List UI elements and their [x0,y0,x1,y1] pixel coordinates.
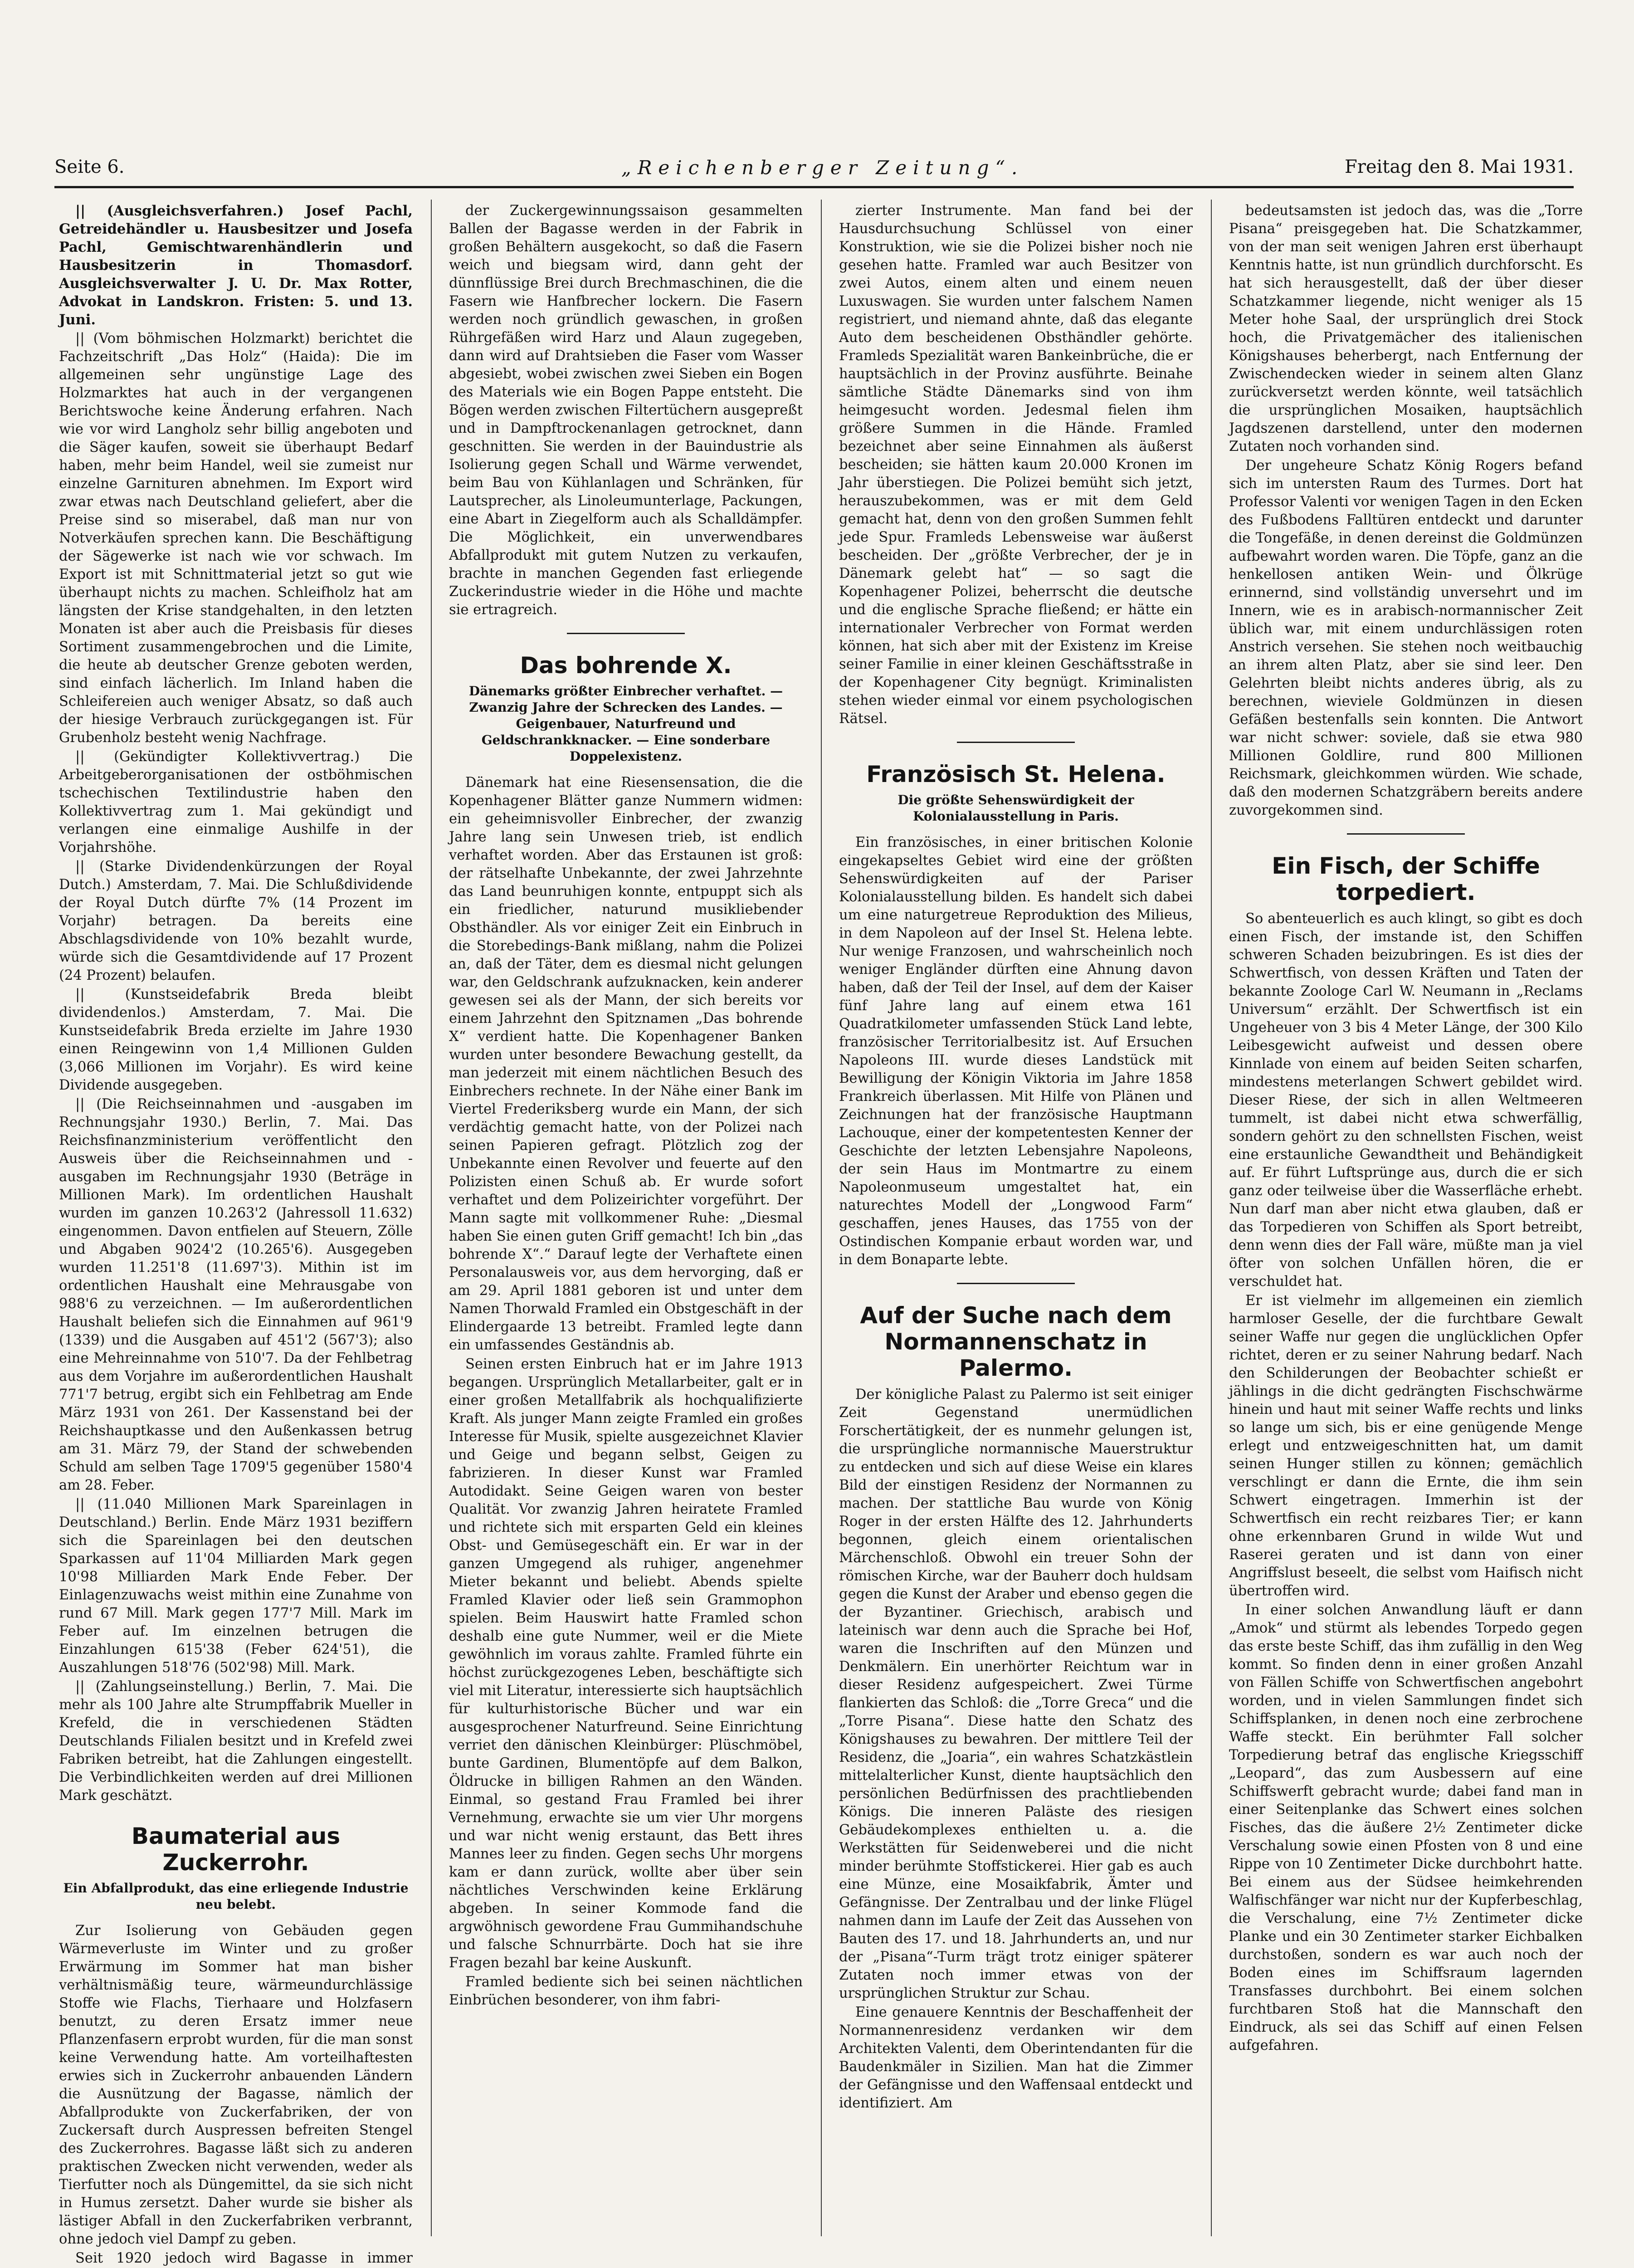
notice-ausgleich: || (Ausgleichsverfahren.) Josef Pachl, Getreidehändler u. Hausbesitzer und Josefa Pachl, Gemischtwarenhändlerin und Hausbesitzerin in Thomasdorf. Ausgleichsverwalter J. U. Dr. Max Rotter, Advokat in Landskron. Fristen: 5. und 13. Juni. [59,203,413,328]
notice-zahlungseinstellung: || (Zahlungseinstellung.) Berlin, 7. Mai. Die mehr als 100 Jahre alte Strumpffabrik Mueller in Krefeld, die in verschiedenen Städten Deutschlands Filialen besitzt und in Krefeld zwei Fabriken betreibt, hat die Zahlungen eingestellt. Die Verbindlichkeiten werden auf drei Millionen Mark geschätzt. [59,1679,413,1804]
column-divider [821,200,822,2236]
section-separator [957,742,1075,743]
notice-royal-dutch: || (Starke Dividendenkürzungen der Royal Dutch.) Amsterdam, 7. Mai. Die Schlußdividende der Royal Dutch dürfte 7% (14 Prozent im Vorjahr) betragen. Da bereits eine Abschlagsdividende von 10% bezahlt wurde, würde sich die Gesamtdividende auf 17 Prozent (24 Prozent) belaufen. [59,859,413,983]
article-paragraph: Zur Isolierung von Gebäuden gegen Wärmeverluste im Winter und zu großer Erwärmung im Sommer hat man bisher verhältnismäßig teure, wärmeundurchlässige Stoffe wie Flachs, Tierhaare und Holzfasern benutzt, zu deren Ersatz immer neue Pflanzenfasern erprobt wurden, für die man sonst keine Verwendung hatte. Am vorteilhaftesten erwies sich in Zuckerrohr anbauenden Ländern die Ausnützung der Bagasse, nämlich der Abfallprodukte von Zuckerfabriken, der von Zuckersaft durch Auspressen befreiten Stengel des Zuckerrohres. Bagasse läßt sich zu anderen praktischen Zwecken nicht verwenden, weder als Tierfutter noch als Düngemittel, da sie sich nicht in Humus zersetzt. Daher wurde sie bisher als lästiger Abfall in den Zuckerfabriken verbrannt, ohne jedoch viel Dampf zu geben. [59,1923,413,2247]
article-paragraph: Der königliche Palast zu Palermo ist seit einiger Zeit Gegenstand unermüdlichen Forschertätigkeit, der es nunmehr gelungen ist, die ursprüngliche normannische Mauerstruktur zu entdecken und sich auf diese Weise ein klares Bild der einstigen Residenz der Normannen zu machen. Der stattliche Bau wurde von König Roger in der ersten Hälfte des 12. Jahrhunderts begonnen, gleich einem orientalischen Märchenschloß. Obwohl ein treuer Sohn der römischen Kirche, war der Bauherr doch huldsam gegen die Kunst der Araber und ebenso gegen die der Byzantiner. Griechisch, arabisch und lateinisch war denn auch die Sprache bei Hof, waren die Inschriften auf den Münzen und Denkmälern. Ein unerhörter Reichtum war in dieser Residenz aufgespeichert. Zwei Türme flankierten das Schloß: die „Torre Greca“ und die „Torre Pisana“. Diese hatte den Schatz des Königshauses zu bewahren. Der mittlere Teil der Residenz, die „Joaria“, ein wahres Schatzkästlein mittelalterlicher Kunst, diente hauptsächlich den persönlichen Bedürfnissen des prachtliebenden Königs. Die inneren Paläste des riesigen Gebäudekomplexes enthielten u. a. die Werkstätten für Seidenweberei und die nicht minder berühmte Stoffstickerei. Hier gab es auch eine Münze, eine Mosaikfabrik, Ämter und Gefängnisse. Der Zentralbau und der linke Flügel nahmen dann im Laufe der Zeit das Aussehen von Bauten des 17. und 18. Jahrhunderts an, und nur der „Pisana“-Turm trägt trotz einiger späterer Zutaten noch immer etwas von der ursprünglichen Struktur zur Schau. [839,1387,1193,2001]
notice-kollektivvertrag: || (Gekündigter Kollektivvertrag.) Die Arbeitgeberorganisationen der ostböhmischen tschechischen Textilindustrie haben den Kollektivvertrag zum 1. Mai gekündigt und verlangen eine einmalige Aushilfe in der Vorjahrshöhe. [59,749,413,855]
article-headline: Das bohrende X. [520,652,732,679]
column-3 [839,202,1193,2234]
section-separator [1347,833,1465,835]
article-paragraph: Er ist vielmehr im allgemeinen ein ziemlich harmloser Geselle, der die furchtbare Gewalt seiner Waffe nur gegen die unglücklichen Opfer richtet, deren er zu seiner Nahrung bedarf. Nach den Schilderungen der Beobachter schießt er jählings in die dicht gedrängten Fischschwärme hinein und haut mit seiner Waffe rechts und links so lange um sich, bis er eine genügende Menge erlegt und entzweigeschnitten hat, um damit seinen Hunger stillen zu können; gemächlich verschlingt er dann die Ernte, die ihm sein Schwert eingetragen. Immerhin ist der Schwertfisch ein recht reizbares Tier; er kann ohne erkennbaren Grund in wilde Wut und Raserei geraten und ist dann von einer Angriffslust beseelt, die selbst vom Haifisch nicht übertroffen wird. [1229,1293,1583,1599]
column-2 [449,202,803,2234]
masthead [54,156,1574,184]
masthead-rule [54,186,1574,188]
notice-breda: || (Kunstseidefabrik Breda bleibt dividendenlos.) Amsterdam, 7. Mai. Die Kunstseidefabrik Breda erzielte im Jahre 1930 einen Reingewinn von 1,4 Millionen Gulden (3,066 Millionen im Vorjahr). Es wird keine Dividende ausgegeben. [59,987,413,1093]
notice-holzmarkt: || (Vom böhmischen Holzmarkt) berichtet die Fachzeitschrift „Das Holz“ (Haida): Die im allgemeinen sehr ungünstige Lage des Holzmarktes hat auch in der vergangenen Berichtswoche keine Änderung erfahren. Nach wie vor wird Langholz sehr billig angeboten und die Säger kaufen, soweit sie überhaupt Bedarf haben, mehr beim Handel, weil sie zumeist nur einzelne Garnituren abnehmen. Im Export wird zwar etwas nach Deutschland geliefert, aber die Preise sind so miserabel, daß man nur von Notverkäufen sprechen kann. Die Beschäftigung der Sägewerke ist nach wie vor schwach. Im Export ist mit Schnittmaterial jetzt so gut wie überhaupt nichts zu machen. Schleifholz hat am längsten der Krise standgehalten, in den letzten Monaten ist aber auch die Preisbasis für dieses Sortiment zusammengebrochen und die Limite, die heute ab deutscher Grenze geboten werden, sind einfach lächerlich. Im Inland haben die Schleifereien auch weniger Absatz, so daß auch der hiesige Verbrauch zurückgegangen ist. Für Grubenholz besteht wenig Nachfrage. [59,331,413,746]
article-headline: Ein Fisch, der Schiffe torpediert. [1272,853,1540,905]
article-paragraph: Der ungeheure Schatz König Rogers befand sich im untersten Raum des Turmes. Dort hat Professor Valenti vor wenigen Tagen in den Ecken des Fußbodens Falltüren entdeckt und darunter die Tongefäße, in denen dereinst die Goldmünzen aufbewahrt worden waren. Die Töpfe, ganz an die henkellosen antiken Wein- und Ölkrüge erinnernd, sind vollständig unversehrt und im Innern, wie es in arabisch-normannischer Zeit üblich war, mit einem undurchlässigen roten Anstrich versehen. Sie stehen noch weitbauchig an ihrem alten Platz, aber sie sind leer. Den Gelehrten bleibt nichts anderes übrig, als zu berechnen, wieviele Goldmünzen in diesen Gefäßen bestenfalls sein konnten. Die Antwort war nicht schwer: soviele, daß sie etwa 980 Millionen Goldlire, rund 800 Millionen Reichsmark, gleichkommen würden. Wie schade, daß den modernen Schatzgräbern bereits andere zuvorgekommen sind. [1229,458,1583,818]
article-paragraph: Seit 1920 jedoch wird Bagasse in immer [75,2250,413,2266]
notice-spareinlagen: || (11.040 Millionen Mark Spareinlagen in Deutschland.) Berlin. Ende März 1931 beziffern sich die Spareinlagen bei den deutschen Sparkassen auf 11'04 Milliarden Mark gegen 10'98 Milliarden Mark Ende Feber. Der Einlagenzuwachs weist mithin eine Zunahme von rund 67 Mill. Mark gegen 177'7 Mill. Mark im Feber auf. Im einzelnen betrugen die Einzahlungen 615'38 (Feber 624'51), die Auszahlungen 518'76 (502'98) Mill. Mark. [59,1496,413,1676]
paper-title: „Reichenberger Zeitung“. [621,156,1024,179]
article-paragraph: bedeutsamsten ist jedoch das, was die „Torre Pisana“ preisgegeben hat. Die Schatzkammer, von der man seit wenigen Jahren erst überhaupt Kenntnis hatte, ist nun gründlich durchforscht. Es hat sich herausgestellt, daß der über dieser Schatzkammer liegende, nicht weniger als 15 Meter hohe Saal, der ursprünglich drei Stock hoch, die Privatgemächer des italienischen Königshauses beherbergt, nach Entfernung der Zwischendecken wieder in seinem alten Glanz zurückversetzt werden könnte, weil tatsächlich die ursprünglichen Mosaiken, hauptsächlich Jagdszenen darstellend, unter den modernen Zutaten noch vorhanden sind. [1229,203,1583,455]
article-paragraph: Eine genauere Kenntnis der Beschaffenheit der Normannenresidenz verdanken wir dem Architekten Valenti, dem Oberintendanten für die Baudenkmäler in Sizilien. Man hat die Zimmer der Gefängnisse und den Waffensaal entdeckt und identifiziert. Am [839,2004,1193,2111]
article-paragraph: Seinen ersten Einbruch hat er im Jahre 1913 begangen. Ursprünglich Metallarbeiter, galt er in einer großen Metallfabrik als hochqualifizierte Kraft. Als junger Mann zeigte Framled ein großes Interesse für Musik, spielte ausgezeichnet Klavier und Geige und begann selbst, Geigen zu fabrizieren. In dieser Kunst war Framled Autodidakt. Seine Geigen waren von bester Qualität. Vor zwanzig Jahren heiratete Framled und richtete sich mit ersparten Geld ein kleines Obst- und Gemüsegeschäft ein. Er war in der ganzen Umgegend als ruhiger, angenehmer Mieter bekannt und beliebt. Abends spielte Framled Klavier oder ließ sein Grammophon spielen. Beim Hauswirt hatte Framled schon deshalb eine gute Nummer, weil er die Miete gewöhnlich im voraus zahlte. Framled führte ein höchst zurückgezogenes Leben, beschäftigte sich viel mit Literatur, interessierte sich hauptsächlich für kulturhistorische Bücher und war ein ausgesprochener Naturfreund. Seine Einrichtung verriet den dänischen Kleinbürger: Plüschmöbel, bunte Gardinen, Blumentöpfe auf dem Balkon, Öldrucke in billigen Rahmen an den Wänden. Einmal, so gestand Frau Framled bei ihrer Vernehmung, erwachte sie um vier Uhr morgens und war nicht wenig erstaunt, das Bett ihres Mannes leer zu finden. Gegen sechs Uhr morgens kam er dann zurück, wollte aber über sein nächtliches Verschwinden keine Erklärung abgeben. In seiner Kommode fand die argwöhnisch gewordene Frau Gummihandschuhe und falsche Schnurrbärte. Doch hat sie ihre Fragen bezahl bar keine Auskunft. [449,1356,803,1971]
article-paragraph: In einer solchen Anwandlung läuft er dann „Amok“ und stürmt als lebendes Torpedo gegen das erste beste Schiff, das ihm zufällig in den Weg kommt. So finden denn in einer großen Anzahl von Fällen Schiffe von Schwertfischen angebohrt worden, und in vielen Sammlungen findet sich Schiffsplanken, in denen noch eine zerbrochene Waffe steckt. Ein berühmter Fall solcher Torpedierung betraf das englische Kriegsschiff „Leopard“, das zum Ausbessern auf eine Schiffswerft gebracht wurde; dabei fand man in einer Seitenplanke das Schwert eines solchen Fisches, das die äußere 2½ Zentimeter dicke Verschalung sowie einen Pfosten von 8 und eine Rippe von 10 Zentimeter Dicke durchbohrt hatte. Bei einem aus der Südsee heimkehrenden Walfischfänger war nicht nur der Kupferbeschlag, die Verschalung, eine 7½ Zentimeter dicke Planke und ein 30 Zentimeter starker Eichbalken durchstoßen, sondern es war auch noch der Boden eines im Schiffsraum lagernden Transfasses durchbohrt. Bei einem solchen furchtbaren Stoß hat die Mannschaft den Eindruck, als sei das Schiff auf einen Felsen aufgefahren. [1229,1602,1583,2053]
article-headline: Baumaterial aus Zuckerrohr. [131,1823,341,1876]
article-paragraph: Framled bediente sich bei seinen nächtlichen Einbrüchen besonderer, von ihm fabri- [449,1974,803,2008]
article-headline: Französisch St. Helena. [866,761,1166,787]
article-paragraph: So abenteuerlich es auch klingt, so gibt es doch einen Fisch, der imstande ist, den Schiffen schweren Schaden beizubringen. Es ist dies der Schwertfisch, von dessen Kräften und Taten der bekannte Zoologe Carl W. Neumann in „Reclams Universum“ erzählt. Der Schwertfisch ist ein Ungeheuer von 3 bis 4 Meter Länge, der 300 Kilo Leibesgewicht aufweist und dessen obere Kinnlade von einem auf beiden Seiten scharfen, mindestens meterlangen Schwert gebildet wird. Dieser Riese, der sich in allen Weltmeeren tummelt, ist dabei nicht etwa schwerfällig, sondern gehört zu den schnellsten Fischen, weist eine erstaunliche Gewandtheit und Behändigkeit auf. Er führt Luftsprünge aus, durch die er sich ganz oder teilweise über die Wasserfläche erhebt. Nun darf man aber nicht etwa glauben, daß er das Torpedieren von Schiffen als Sport betreibt, denn wenn dies der Fall wäre, müßte man ja viel öfter von solchen Unfällen hören, die er verschuldet hat. [1229,911,1583,1290]
section-separator [567,633,685,634]
page-label: Seite 6. [54,156,125,177]
article-paragraph: Dänemark hat eine Riesensensation, die die Kopenhagener Blätter ganze Nummern widmen: ein geheimnisvoller Einbrecher, der zwanzig Jahre lang sein Unwesen trieb, ist endlich verhaftet worden. Aber das Erstaunen ist groß: der rätselhafte Unbekannte, der zwei Jahrzehnte das Land beunruhigen konnte, entpuppt sich als ein friedlicher, naturund musikliebender Obsthändler. Als vor einiger Zeit ein Einbruch in die Storebedings-Bank mißlang, nahm die Polizei an, daß der Täter, dem es diesmal nicht gelungen war, den Geldschrank aufzuknacken, kein anderer gewesen sei als der Mann, der sich bereits vor einem Jahrzehnt den Spitznamen „Das bohrende X“ verdient hatte. Die Kopenhagener Banken wurden unter besondere Bewachung gestellt, da man jederzeit mit einem nächtlichen Besuch des Einbrechers rechnete. In der Nähe einer Bank im Viertel Frederiksberg wurde ein Mann, der sich verdächtig gemacht hatte, von der Polizei nach seinen Papieren gefragt. Plötzlich zog der Unbekannte einen Revolver und feuerte auf den Polizisten einen Schuß ab. Er wurde sofort verhaftet und dem Polizeirichter vorgeführt. Der Mann sagte mit vollkommener Ruhe: „Diesmal haben Sie einen guten Griff gemacht! Ich bin „das bohrende X“.“ Darauf legte der Verhaftete einen Personalausweis vor, aus dem hervorging, daß er am 29. April 1881 geboren ist und unter dem Namen Thorwald Framled ein Obstgeschäft in der Elindergaarde 13 betreibt. Framled legte dann ein umfassendes Geständnis ab. [449,775,803,1353]
article-paragraph: zierter Instrumente. Man fand bei der Hausdurchsuchung Schlüssel von einer Konstruktion, wie sie die Polizei bisher noch nie gesehen hatte. Framled war auch Besitzer von zwei Autos, einem alten und einem neuen Luxuswagen. Sie wurden unter falschem Namen registriert, und niemand ahnte, daß das elegante Auto dem bescheidenen Obsthändler gehörte. Framleds Spezialität waren Bankeinbrüche, die er hauptsächlich in der Provinz ausführte. Beinahe sämtliche Städte Dänemarks sind von ihm heimgesucht worden. Jedesmal fielen ihm größere Summen in die Hände. Framled bezeichnet aber seine Einnahmen als äußerst bescheiden; sie hätten kaum 20.000 Kronen im Jahr überstiegen. Die Polizei bemüht sich jetzt, herauszubekommen, was er mit dem Geld gemacht hat, denn von den großen Summen fehlt jede Spur. Framleds Lebensweise war äußerst bescheiden. Der „größte Verbrecher, der je in Dänemark gelebt hat“ — so sagt die Kopenhagener Polizei, beherrscht die deutsche und die englische Sprache fließend; er hätte ein internationaler Verbrecher von Format werden können, hat sich aber mit der Existenz im Kreise seiner Familie in einer kleinen Geschäftsstraße in der Kopenhagener City begnügt. Kriminalisten stehen wieder einmal vor einem psychologischen Rätsel. [839,203,1193,727]
issue-date: Freitag den 8. Mai 1931. [1344,156,1574,177]
notice-reichseinnahmen: || (Die Reichseinnahmen und -ausgaben im Rechnungsjahr 1930.) Berlin, 7. Mai. Das Reichsfinanzministerium veröffentlicht den Ausweis über die Reichseinnahmen und -ausgaben im Rechnungsjahr 1930 (Beträge in Millionen Mark). Im ordentlichen Haushalt wurden im ganzen 10.263'2 (Jahressoll 11.632) eingenommen. Davon entfielen auf Steuern, Zölle und Abgaben 9024'2 (10.265'6). Ausgegeben wurden 11.251'8 (11.697'3). Mithin ist im ordentlichen Haushalt eine Mehrausgabe von 988'6 zu verzeichnen. — Im außerordentlichen Haushalt beliefen sich die Einnahmen auf 961'9 (1339) und die Ausgaben auf 451'2 (567'3); also eine Mehreinnahme von 510'7. Da der Fehlbetrag aus dem Vorjahre im außerordentlichen Haushalt 771'7 betrug, ergibt sich ein Fehlbetrag am Ende März 1931 von 261. Der Kassenstand bei der Reichshauptkasse und den Außenkassen betrug am 31. März 79, der Stand der schwebenden Schuld am selben Tage 1709'5 gegenüber 1580'4 am 28. Feber. [59,1096,413,1493]
column-divider [1211,200,1212,2236]
article-paragraph: der Zuckergewinnungssaison gesammelten Ballen der Bagasse werden in der Fabrik in großen Behältern ausgekocht, so daß die Fasern weich und biegsam wird, dann geht der dünnflüssige Brei durch Brechmaschinen, die die Fasern wie Hanfbrecher lockern. Die Fasern werden noch gründlich gewaschen, in großen Rührgefäßen wird Harz und Alaun zugegeben, dann wird auf Drahtsieben die Faser vom Wasser abgesiebt, wobei zwischen zwei Sieben ein Bogen des Materials wie ein Bogen Pappe entsteht. Die Bögen werden zwischen Filtertüchern ausgepreßt und in Dampftrockenanlagen getrocknet, dann geschnitten. Sie werden in der Bauindustrie als Isolierung gegen Schall und Wärme verwendet, beim Bau von Kühlanlagen und Schränken, für Lautsprecher, als Linoleumunterlage, Packungen, eine Abart in Ziegelform auch als Schalldämpfer. Die Möglichkeit, ein unverwendbares Abfallprodukt mit gutem Nutzen zu verkaufen, brachte in manchen Gegenden fast erliegende Zuckerindustrie wieder in die Höhe und machte sie ertragreich. [449,203,803,618]
article-headline: Auf der Suche nach dem Normannenschatz in Palermo. [860,1302,1172,1381]
article-subheadline: Die größte Sehenswürdigkeit der Kolonialausstellung in Paris. [897,792,1134,824]
section-separator [957,1283,1075,1284]
article-subheadline: Ein Abfallprodukt, das eine erliegende Industrie neu belebt. [63,1881,409,1912]
article-paragraph: Ein französisches, in einer britischen Kolonie eingekapseltes Gebiet wird eine der größten Sehenswürdigkeiten auf der Pariser Kolonialausstellung bilden. Es handelt sich dabei um eine naturgetreue Reproduktion des Milieus, in dem Napoleon auf der Insel St. Helena lebte. Nur wenige Franzosen, und wahrscheinlich noch weniger Engländer dürften eine Ahnung davon haben, daß der Teil der Insel, auf dem der Kaiser fünf Jahre lang auf einem etwa 161 Quadratkilometer umfassenden Stück Land lebte, französischer Territorialbesitz ist. Auf Ersuchen Napoleons III. wurde dieses Landstück mit Bewilligung der Königin Viktoria im Jahre 1858 Frankreich überlassen. Mit Hilfe von Plänen und Zeichnungen hat der französische Hauptmann Lachouque, einer der kompetentesten Kenner der Geschichte der letzten Lebensjahre Napoleons, der sein Haus im Montmartre zu einem Napoleonmuseum umgestaltet hat, ein naturechtes Modell der „Longwood Farm“ geschaffen, jenes Hauses, das 1755 von der Ostindischen Kompanie erbaut worden war, und in dem Bonaparte lebte. [839,835,1193,1268]
article-subheadline: Dänemarks größter Einbrecher verhaftet. — Zwanzig Jahre der Schrecken des Landes. — Geigenbauer, Naturfreund und Geldschrankknacker. — Eine sonderbare Doppelexistenz. [468,684,783,764]
column-divider [431,200,432,2236]
column-4 [1229,202,1583,2234]
column-1 [59,202,413,2266]
